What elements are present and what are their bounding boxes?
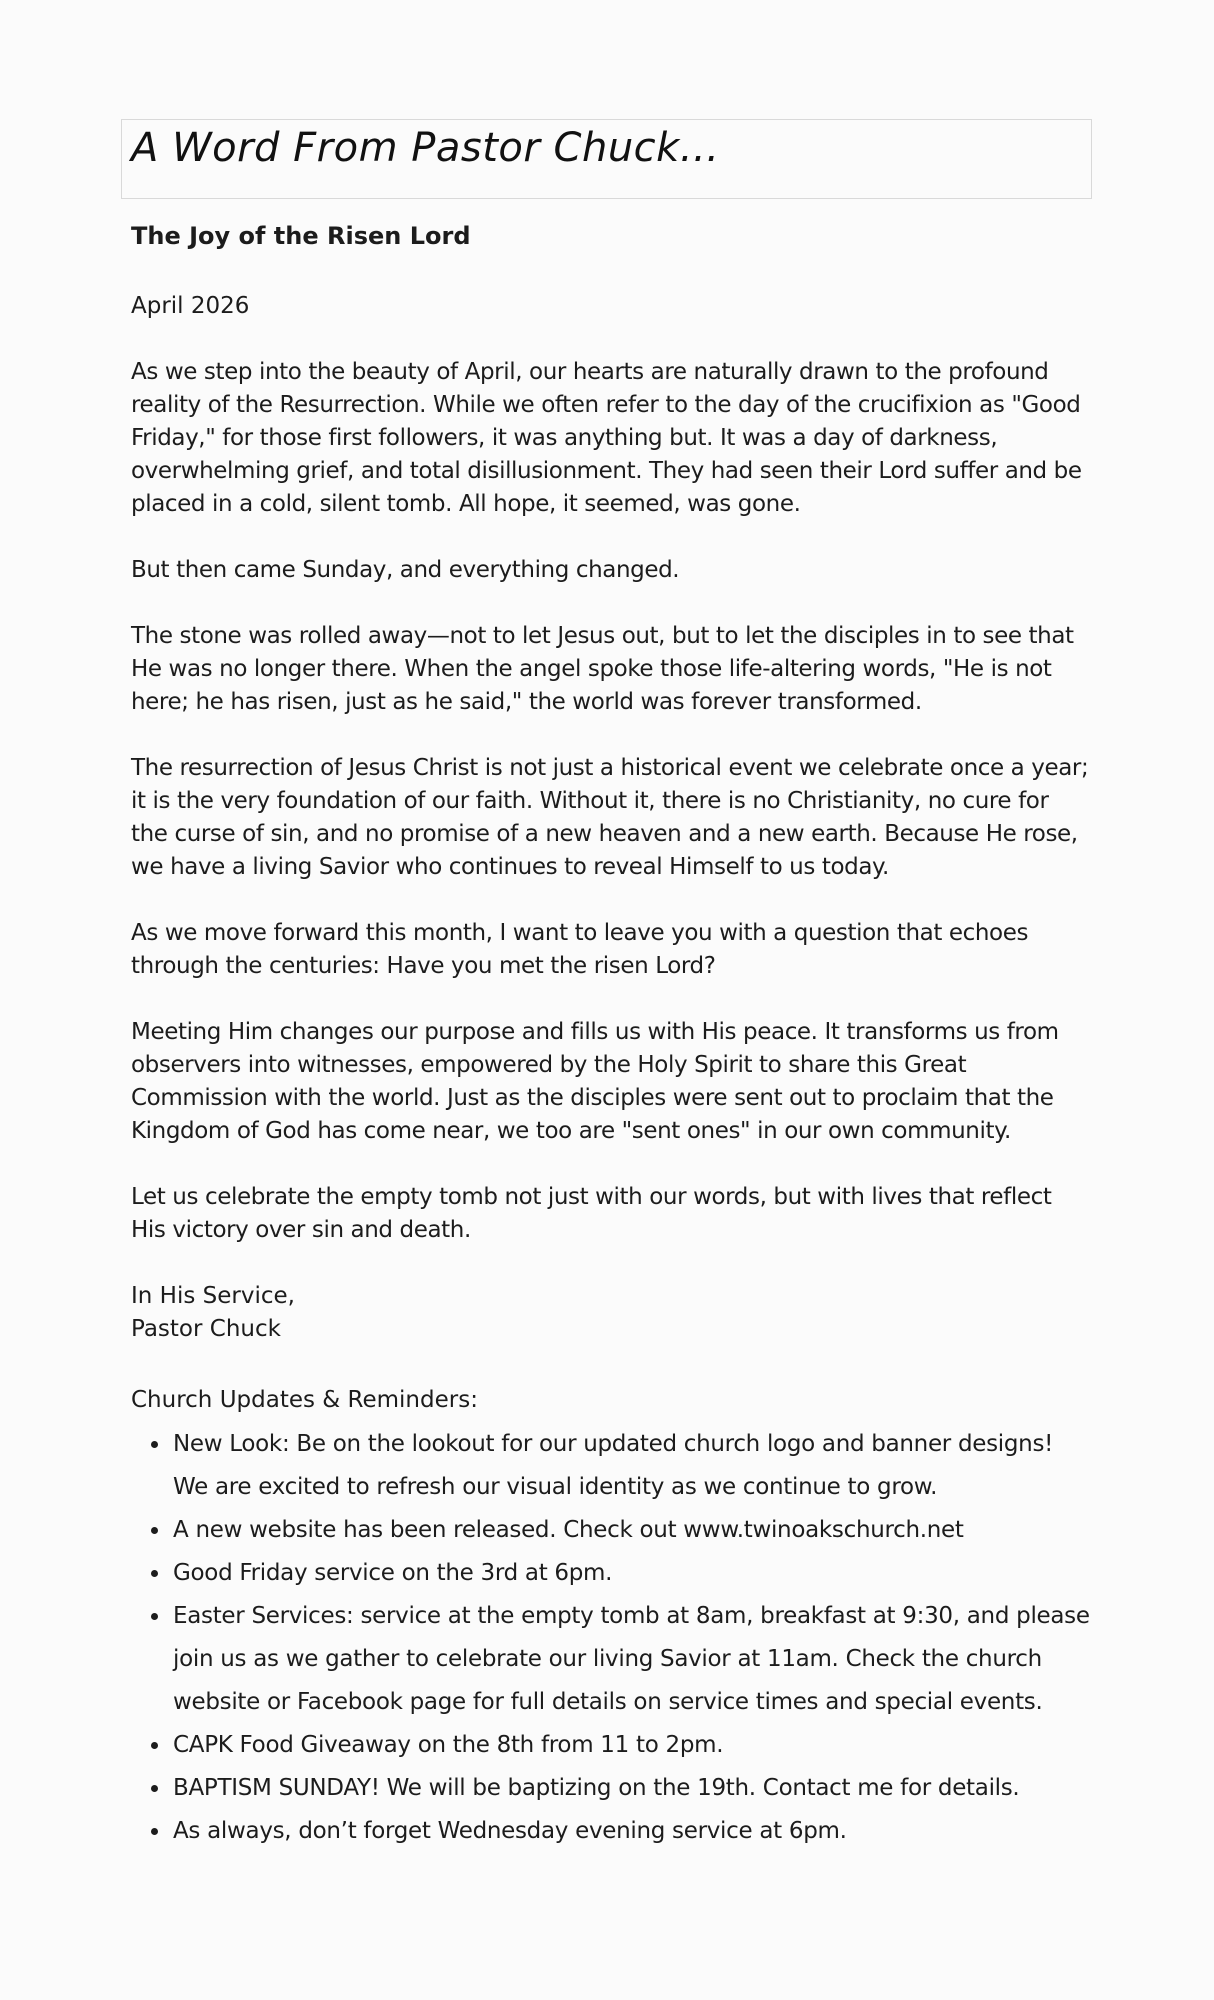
article-paragraph: Meeting Him changes our purpose and fills us with His peace. It transforms us from observers into witnesses, empowered by the Holy Spirit to share this Great Commission with the world. Just as the disciples were sent out to proclaim that the Kingdom of God has come near, we too are "sent ones" in our own community.	[131, 1019, 1059, 1144]
article-paragraph: But then came Sunday, and everything changed.	[131, 557, 680, 583]
list-item: • Easter Services: service at the empty tomb at 8am, breakfast at 9:30, and please join us as we gather to celebrate our living Savior at 11am. Check the church website or Facebook page for full details on service times and special events.	[171, 1595, 1091, 1724]
article	[131, 220, 1091, 1853]
article-paragraph: Let us celebrate the empty tomb not just with our words, but with lives that reflect His victory over sin and death.	[131, 1184, 1052, 1243]
closing-line: In His Service,	[131, 1283, 295, 1309]
list-item: • As always, don’t forget Wednesday evening service at 6pm.	[171, 1810, 1091, 1853]
article-paragraph: As we move forward this month, I want to leave you with a question that echoes through the centuries: Have you met the risen Lord?	[131, 920, 1029, 979]
signature-name: Pastor Chuck	[131, 1316, 281, 1342]
list-item: • BAPTISM SUNDAY! We will be baptizing on the 19th. Contact me for details.	[171, 1767, 1091, 1810]
title-box	[121, 119, 1092, 199]
page-title: A Word From Pastor Chuck...	[131, 125, 720, 171]
list-item: • A new website has been released. Check out www.twinoakschurch.net	[171, 1509, 1091, 1552]
list-item: • New Look: Be on the lookout for our updated church logo and banner designs! We are excited to refresh our visual identity as we continue to grow.	[171, 1423, 1091, 1509]
list-item: • CAPK Food Giveaway on the 8th from 11 to 2pm.	[171, 1724, 1091, 1767]
article-paragraph: The stone was rolled away—not to let Jesus out, but to let the disciples in to see that He was no longer there. When the angel spoke those life-altering words, "He is not here; he has risen, just as he said," the world was forever transformed.	[131, 623, 1074, 715]
updates-list	[131, 1423, 1091, 1853]
signature-block	[131, 1280, 1091, 1346]
updates-heading: Church Updates & Reminders:	[131, 1387, 478, 1413]
article-paragraph: The resurrection of Jesus Christ is not just a historical event we celebrate once a year; it is the very foundation of our faith. Without it, there is no Christianity, no cure for the curse of sin, and no promise of a new heaven and a new earth. Because He rose, we have a living Savior who continues to reveal Himself to us today.	[131, 755, 1089, 880]
article-paragraph: As we step into the beauty of April, our hearts are naturally drawn to the profound reality of the Resurrection. While we often refer to the day of the crucifixion as "Good Friday," for those first followers, it was anything but. It was a day of darkness, overwhelming grief, and total disillusionment. They had seen their Lord suffer and be placed in a cold, silent tomb. All hope, it seemed, was gone.	[131, 359, 1082, 517]
article-heading: The Joy of the Risen Lord	[131, 222, 471, 250]
article-date: April 2026	[131, 293, 250, 319]
list-item: • Good Friday service on the 3rd at 6pm.	[171, 1552, 1091, 1595]
